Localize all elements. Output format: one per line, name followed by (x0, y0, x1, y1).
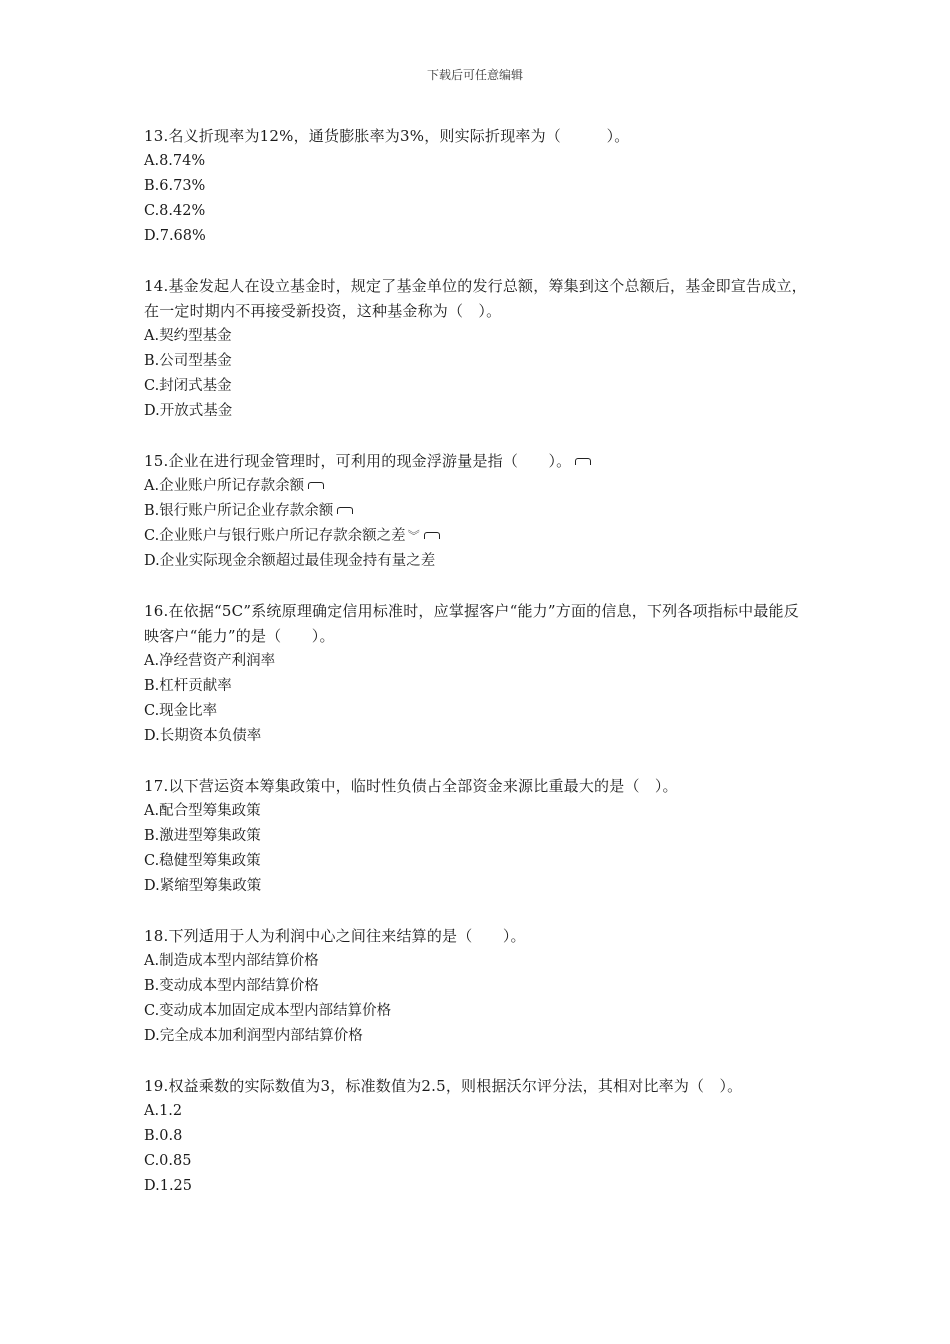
question-16 (144, 599, 810, 749)
option-c: C.稳健型筹集政策 (144, 853, 261, 869)
option-a-row (144, 474, 810, 499)
paragraph-mark-icon (337, 507, 353, 514)
option-c: C.变动成本加固定成本型内部结算价格 (144, 1003, 392, 1019)
document-body (144, 124, 810, 1224)
question-stem: 13.名义折现率为12%，通货膨胀率为3%，则实际折现率为（ ）。 (144, 127, 630, 145)
question-15 (144, 449, 810, 574)
option-b: B.杠杆贡献率 (144, 678, 232, 694)
question-19 (144, 1074, 810, 1199)
question-stem: 18.下列适用于人为利润中心之间往来结算的是（ ）。 (144, 927, 526, 945)
option-d: D.紧缩型筹集政策 (144, 878, 262, 894)
question-14 (144, 274, 810, 424)
paragraph-mark-icon (575, 458, 591, 465)
option-d: D.7.68% (144, 228, 206, 244)
option-c: C.现金比率 (144, 703, 218, 719)
option-c-row (144, 524, 810, 549)
paragraph-mark-icon (424, 532, 440, 539)
option-b: B.银行账户所记企业存款余额 (144, 503, 334, 519)
option-a: A.企业账户所记存款余额 (144, 478, 305, 494)
option-b: B.0.8 (144, 1128, 183, 1144)
option-b: B.6.73% (144, 178, 206, 194)
option-c: C.0.85 (144, 1153, 192, 1169)
option-c: C.8.42% (144, 203, 206, 219)
option-c: C.封闭式基金 (144, 378, 232, 394)
double-chevron-down-icon: ︾ (407, 529, 420, 543)
option-a: A.8.74% (144, 153, 206, 169)
option-a: A.净经营资产利润率 (144, 653, 276, 669)
page-header: 下载后可任意编辑 (426, 68, 523, 82)
question-17 (144, 774, 810, 899)
question-stem: 16.在依据“5C”系统原理确定信用标准时，应掌握客户“能力”方面的信息，下列各项指标中最能反映客户“能力”的是（ ）。 (144, 602, 799, 645)
option-d: D.1.25 (144, 1178, 193, 1194)
question-stem-row (144, 449, 810, 474)
option-b-row (144, 499, 810, 524)
option-a: A.制造成本型内部结算价格 (144, 953, 319, 969)
option-a: A.1.2 (144, 1103, 183, 1119)
option-d: D.企业实际现金余额超过最佳现金持有量之差 (144, 553, 436, 569)
option-b: B.激进型筹集政策 (144, 828, 261, 844)
question-stem: 17.以下营运资本筹集政策中，临时性负债占全部资金来源比重最大的是（ ）。 (144, 777, 678, 795)
question-stem: 15.企业在进行现金管理时，可利用的现金浮游量是指（ ）。 (144, 452, 572, 470)
question-stem: 19.权益乘数的实际数值为3，标准数值为2.5，则根据沃尔评分法，其相对比率为（ ）。 (144, 1077, 743, 1095)
option-d: D.开放式基金 (144, 403, 233, 419)
paragraph-mark-icon (308, 482, 324, 489)
question-stem: 14.基金发起人在设立基金时，规定了基金单位的发行总额，筹集到这个总额后，基金即宣告成立，在一定时期内不再接受新投资，这种基金称为（ ）。 (144, 277, 807, 320)
option-a: A.契约型基金 (144, 328, 232, 344)
option-d: D.完全成本加利润型内部结算价格 (144, 1028, 363, 1044)
option-b: B.公司型基金 (144, 353, 232, 369)
option-b: B.变动成本型内部结算价格 (144, 978, 319, 994)
question-13 (144, 124, 810, 249)
option-c: C.企业账户与银行账户所记存款余额之差 (144, 528, 406, 544)
question-18 (144, 924, 810, 1049)
option-a: A.配合型筹集政策 (144, 803, 261, 819)
option-d: D.长期资本负债率 (144, 728, 262, 744)
